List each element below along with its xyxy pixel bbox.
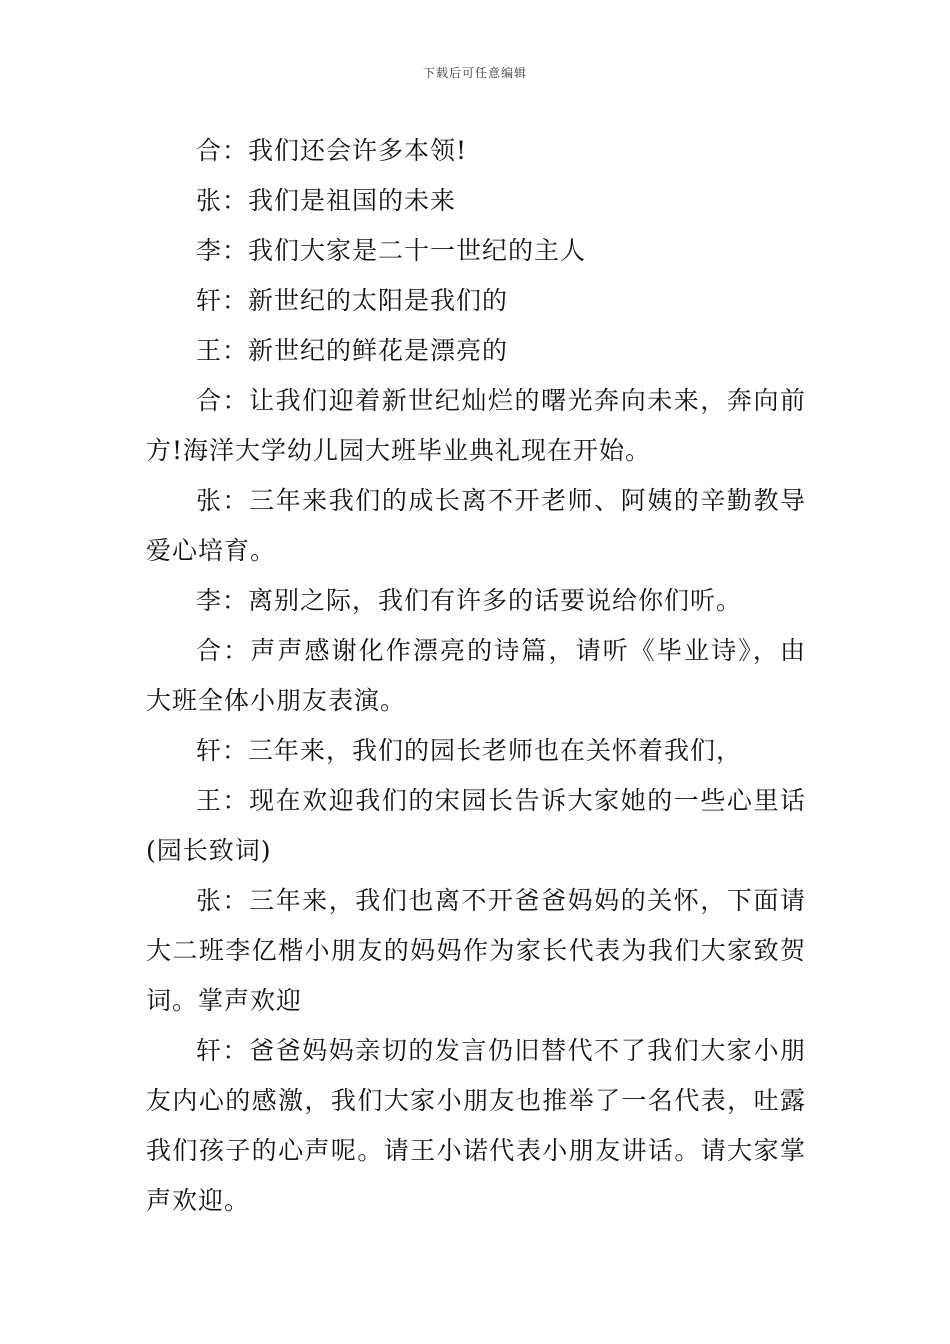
paragraph: 合：声声感谢化作漂亮的诗篇，请听《毕业诗》，由大班全体小朋友表演。: [146, 636, 806, 715]
paragraph: 合：让我们迎着新世纪灿烂的曙光奔向未来，奔向前方!海洋大学幼儿园大班毕业典礼现在开始。: [146, 386, 806, 465]
paragraph: 王：现在欢迎我们的宋园长告诉大家她的一些心里话(园长致词): [146, 786, 806, 865]
paragraph: 轩：爸爸妈妈亲切的发言仍旧替代不了我们大家小朋友内心的感激，我们大家小朋友也推举了一名代表，吐露我们孩子的心声呢。请王小诺代表小朋友讲话。请大家掌声欢迎。: [146, 1036, 806, 1215]
paragraph: 张：三年来，我们也离不开爸爸妈妈的关怀，下面请大二班李亿楷小朋友的妈妈作为家长代表为我们大家致贺词。掌声欢迎: [146, 886, 806, 1015]
paragraph: 王：新世纪的鲜花是漂亮的: [196, 336, 509, 365]
document-body: [146, 126, 806, 1226]
paragraph: 轩：三年来，我们的园长老师也在关怀着我们，: [196, 736, 743, 765]
paragraph: 李：离别之际，我们有许多的话要说给你们听。: [196, 586, 743, 615]
paragraph: 合：我们还会许多本领!: [196, 136, 468, 165]
paragraph: 张：我们是祖国的未来: [196, 186, 457, 215]
page-header: 下载后可任意编辑: [422, 66, 527, 80]
paragraph: 李：我们大家是二十一世纪的主人: [196, 236, 587, 265]
paragraph: 张：三年来我们的成长离不开老师、阿姨的辛勤教导爱心培育。: [146, 486, 806, 565]
paragraph: 轩：新世纪的太阳是我们的: [196, 286, 509, 315]
